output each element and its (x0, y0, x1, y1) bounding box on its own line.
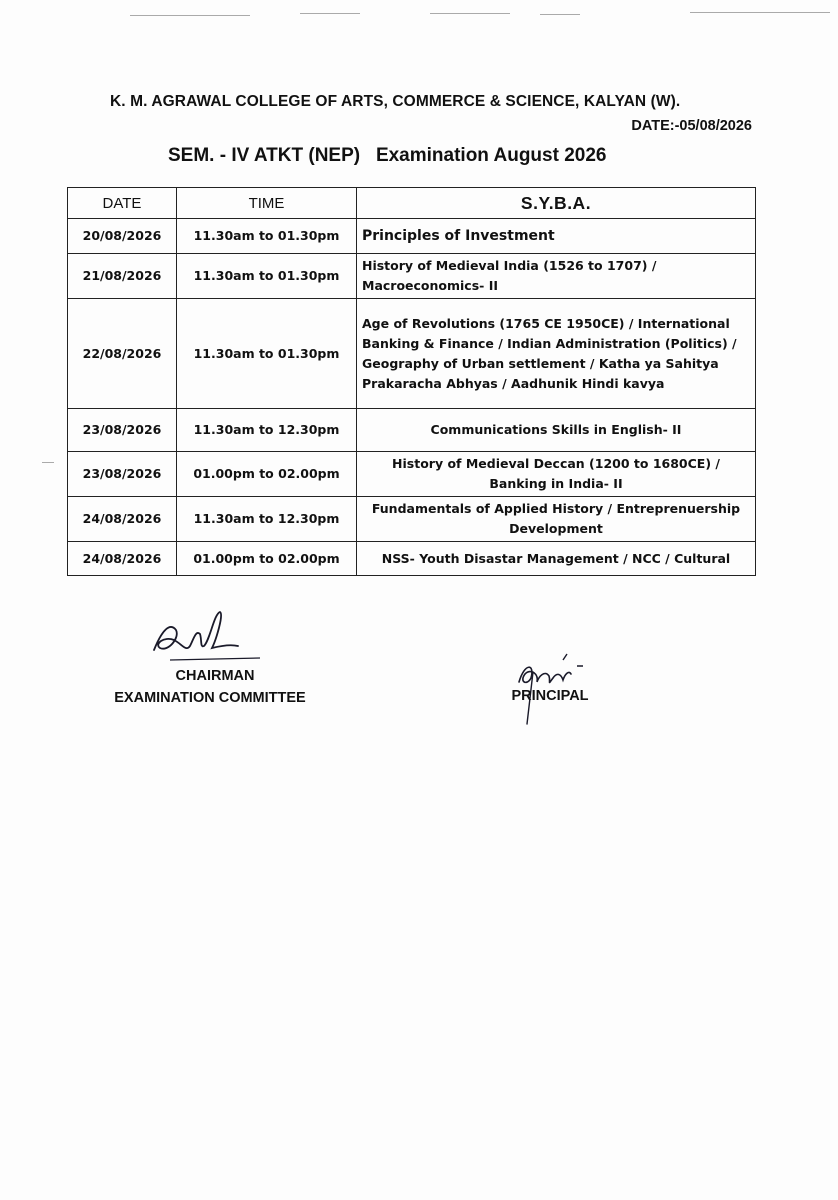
scan-artifact (690, 12, 830, 13)
exam-time: 01.00pm to 02.00pm (177, 452, 357, 497)
table-row (68, 497, 756, 542)
exam-subject: Age of Revolutions (1765 CE 1950CE) / International Banking & Finance / Indian Administration (Politics) / Geography of Urban settlement / Katha ya Sahitya Prakaracha Abhyas / Aadhunik Hindi kavya (357, 299, 756, 409)
scan-artifact (430, 13, 510, 14)
timetable (67, 187, 756, 576)
principal-title: PRINCIPAL (511, 688, 589, 704)
exam-date: 23/08/2026 (68, 409, 177, 452)
exam-subject: Fundamentals of Applied History / Entreprenuership Development (357, 497, 756, 542)
table-row (68, 409, 756, 452)
exam-time: 11.30am to 01.30pm (177, 219, 357, 254)
table-row (68, 254, 756, 299)
table-row (68, 219, 756, 254)
exam-subject: Principles of Investment (357, 219, 756, 254)
exam-subject: Communications Skills in English- II (357, 409, 756, 452)
exam-time: 11.30am to 01.30pm (177, 254, 357, 299)
chairman-title: CHAIRMAN (175, 668, 255, 684)
exam-date: 20/08/2026 (68, 219, 177, 254)
scan-artifact (300, 13, 360, 14)
exam-subject: History of Medieval Deccan (1200 to 1680CE) / Banking in India- II (357, 452, 756, 497)
notice-date: DATE:-05/08/2026 (631, 118, 752, 134)
exam-time: 01.00pm to 02.00pm (177, 542, 357, 576)
exam-date: 22/08/2026 (68, 299, 177, 409)
table-row (68, 452, 756, 497)
committee-title: EXAMINATION COMMITTEE (114, 690, 306, 706)
exam-date: 24/08/2026 (68, 542, 177, 576)
scan-artifact (42, 462, 54, 463)
table-header-row (68, 188, 756, 219)
table-row (68, 299, 756, 409)
exam-date: 23/08/2026 (68, 452, 177, 497)
scan-artifact (540, 14, 580, 15)
chairman-signature (140, 600, 270, 670)
class-column-header: S.Y.B.A. (357, 188, 756, 219)
exam-time: 11.30am to 01.30pm (177, 299, 357, 409)
time-column-header: TIME (177, 188, 357, 219)
exam-subject: History of Medieval India (1526 to 1707) / Macroeconomics- II (357, 254, 756, 299)
college-name: K. M. AGRAWAL COLLEGE OF ARTS, COMMERCE & SCIENCE, KALYAN (W). (110, 93, 681, 110)
exam-time: 11.30am to 12.30pm (177, 409, 357, 452)
exam-title: SEM. - IV ATKT (NEP) Examination August 2026 (168, 145, 607, 166)
table-row (68, 542, 756, 576)
exam-subject: NSS- Youth Disastar Management / NCC / Cultural (357, 542, 756, 576)
exam-time: 11.30am to 12.30pm (177, 497, 357, 542)
exam-date: 21/08/2026 (68, 254, 177, 299)
scan-artifact (130, 15, 250, 16)
date-column-header: DATE (68, 188, 177, 219)
exam-date: 24/08/2026 (68, 497, 177, 542)
